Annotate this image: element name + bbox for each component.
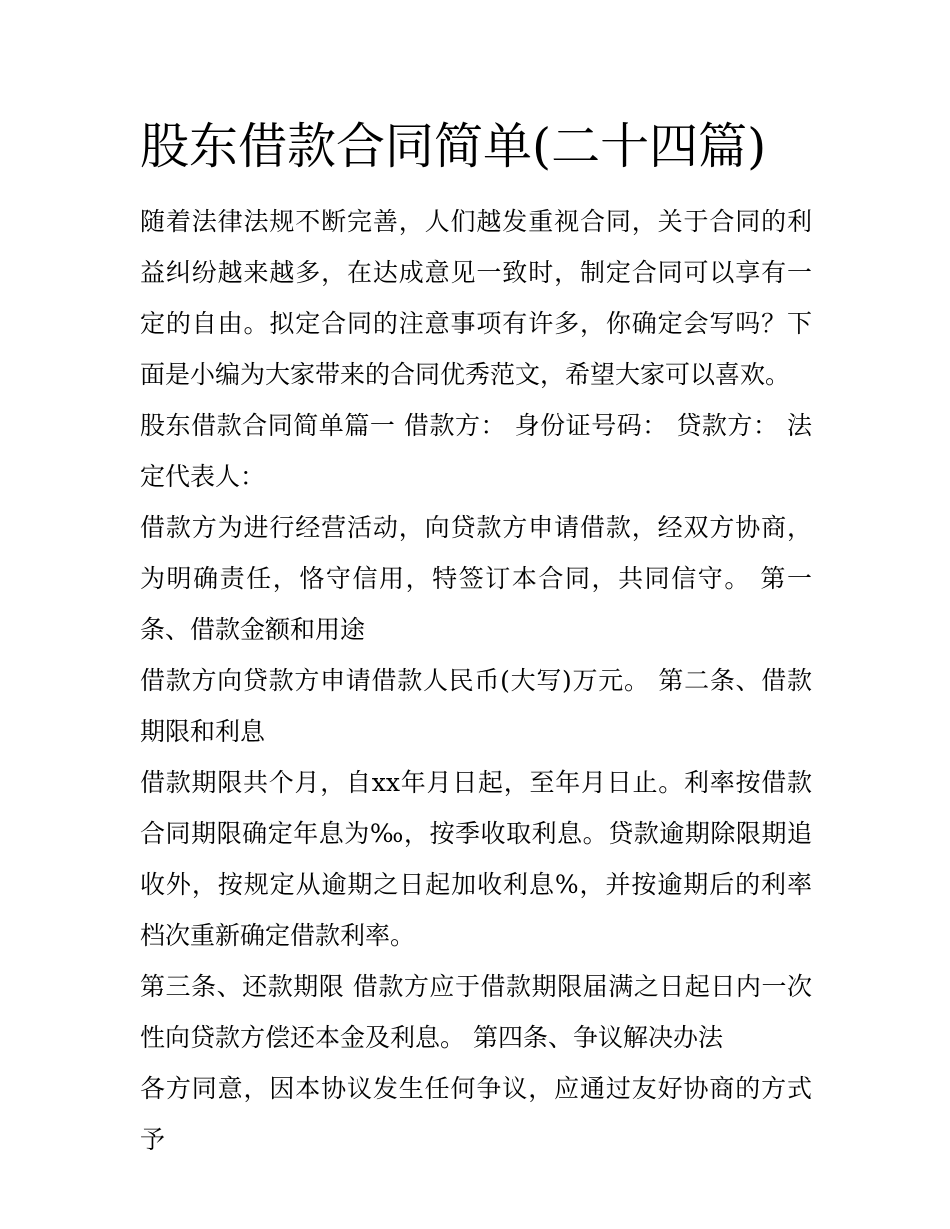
- repayment-paragraph: 第三条、还款期限 借款方应于借款期限届满之日起日内一次性向贷款方偿还本金及利息。 第四条、争议解决办法: [140, 972, 812, 1052]
- section-one-heading-paragraph: 股东借款合同简单篇一 借款方： 身份证号码： 贷款方： 法定代表人：: [140, 411, 812, 491]
- dispute-paragraph: 各方同意，因本协议发生任何争议，应通过友好协商的方式予: [140, 1074, 812, 1154]
- intro-paragraph: 随着法律法规不断完善，人们越发重视合同，关于合同的利益纠纷越来越多，在达成意见一致时，制定合同可以享有一定的自由。拟定合同的注意事项有许多，你确定会写吗？下面是小编为大家带来的合同优秀范文，希望大家可以喜欢。: [140, 207, 812, 389]
- loan-term-paragraph: 借款期限共个月，自xx年月日起，至年月日止。利率按借款合同期限确定年息为‰，按季收取利息。贷款逾期除限期追收外，按规定从逾期之日起加收利息%，并按逾期后的利率档次重新确定借款利率。: [140, 768, 812, 950]
- loan-amount-paragraph: 借款方向贷款方申请借款人民币(大写)万元。 第二条、借款期限和利息: [140, 666, 812, 746]
- document-body: [140, 196, 812, 1165]
- purpose-paragraph: 借款方为进行经营活动，向贷款方申请借款，经双方协商，为明确责任，恪守信用，特签订本合同，共同信守。 第一条、借款金额和用途: [140, 513, 812, 644]
- document-title: 股东借款合同简单(二十四篇): [140, 118, 767, 175]
